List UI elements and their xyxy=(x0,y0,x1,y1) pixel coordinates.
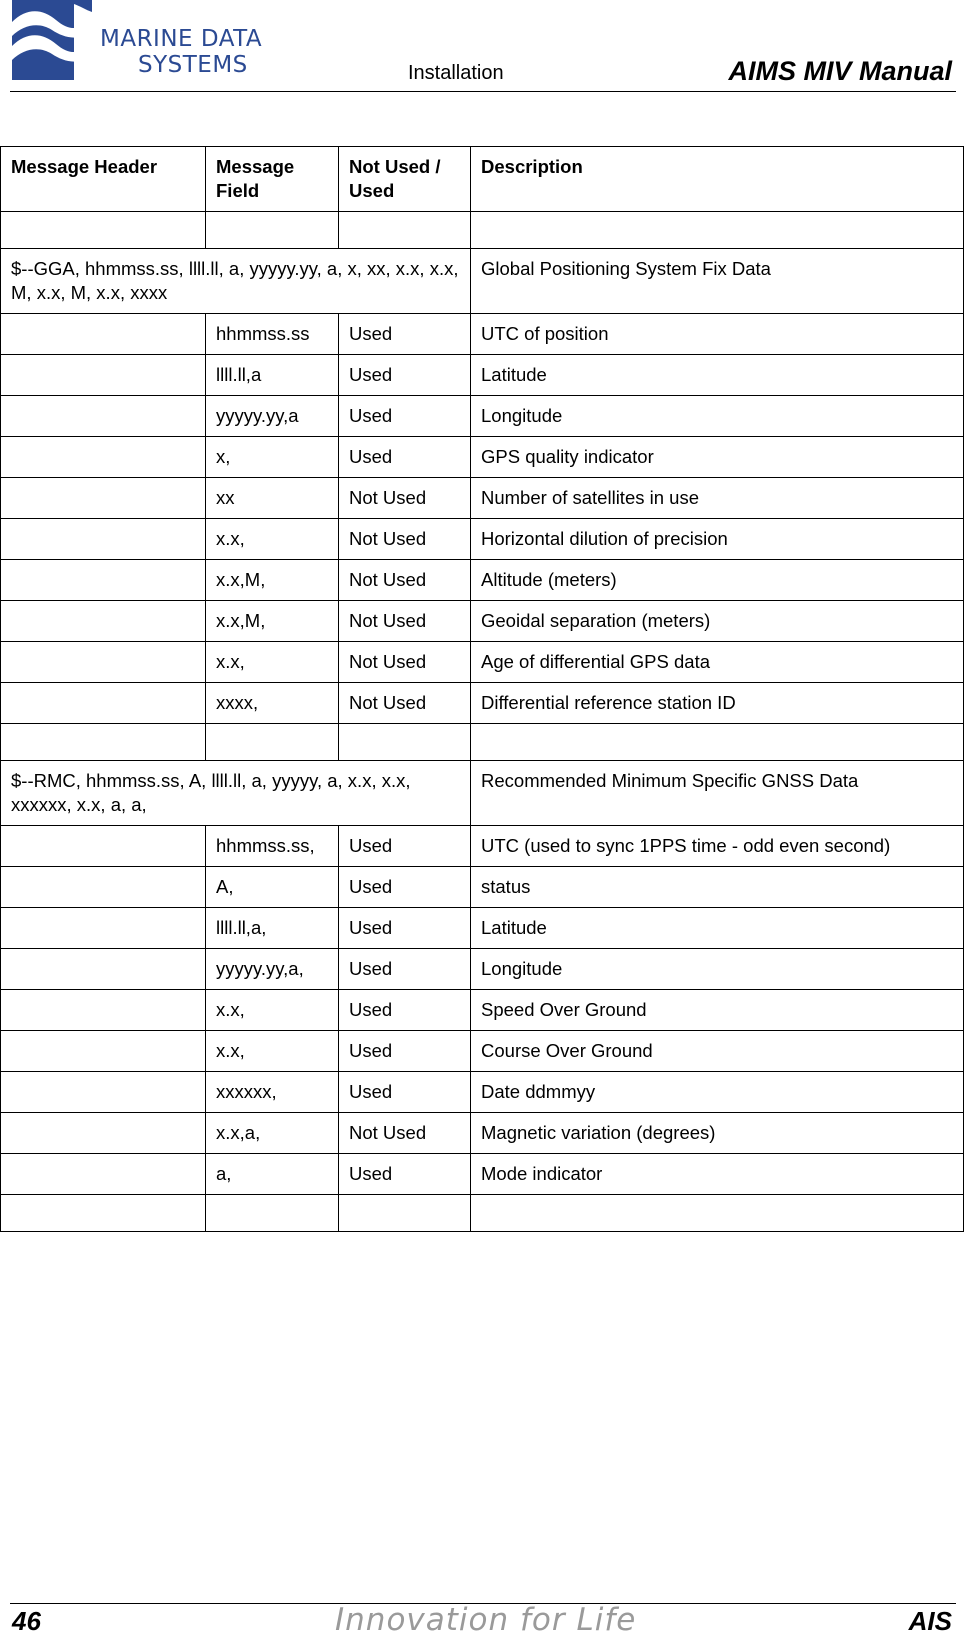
section-title: Installation xyxy=(408,62,504,84)
used-cell: Used xyxy=(339,990,471,1031)
chapter-label: AIS xyxy=(908,1606,952,1636)
description-cell: Geoidal separation (meters) xyxy=(471,601,964,642)
empty-cell xyxy=(1,724,206,761)
message-header-cell: $--RMC, hhmmss.ss, A, llll.ll, a, yyyyy, a, x.x, x.x, xxxxxx, x.x, a, a, xyxy=(1,761,471,826)
header-cell-blank xyxy=(1,519,206,560)
empty-cell xyxy=(1,1195,206,1232)
field-cell: x.x,a, xyxy=(206,1113,339,1154)
column-header: Not Used / Used xyxy=(339,147,471,212)
table-row xyxy=(1,683,964,724)
used-cell: Not Used xyxy=(339,642,471,683)
used-cell: Used xyxy=(339,437,471,478)
used-cell: Used xyxy=(339,949,471,990)
header-cell-blank xyxy=(1,949,206,990)
table-row xyxy=(1,1154,964,1195)
used-cell: Used xyxy=(339,355,471,396)
table-row xyxy=(1,1072,964,1113)
description-cell: Longitude xyxy=(471,396,964,437)
used-cell: Used xyxy=(339,314,471,355)
used-cell: Used xyxy=(339,396,471,437)
field-cell: xxxxxx, xyxy=(206,1072,339,1113)
message-description-cell: Global Positioning System Fix Data xyxy=(471,249,964,314)
logo-line-2: SYSTEMS xyxy=(138,52,248,78)
nmea-message-table xyxy=(0,146,964,1232)
description-cell: Latitude xyxy=(471,908,964,949)
description-cell: Mode indicator xyxy=(471,1154,964,1195)
empty-cell xyxy=(471,724,964,761)
empty-row xyxy=(1,724,964,761)
header-cell-blank xyxy=(1,1113,206,1154)
used-cell: Not Used xyxy=(339,478,471,519)
page-number: 46 xyxy=(12,1606,41,1636)
used-cell: Used xyxy=(339,1072,471,1113)
description-cell: Horizontal dilution of precision xyxy=(471,519,964,560)
logo-line-1: MARINE DATA xyxy=(100,26,263,52)
used-cell: Used xyxy=(339,908,471,949)
field-cell: x.x,M, xyxy=(206,601,339,642)
field-cell: yyyyy.yy,a, xyxy=(206,949,339,990)
column-header: Message Header xyxy=(1,147,206,212)
field-cell: xxxx, xyxy=(206,683,339,724)
header-cell-blank xyxy=(1,560,206,601)
table-row xyxy=(1,355,964,396)
used-cell: Used xyxy=(339,1031,471,1072)
table-row xyxy=(1,519,964,560)
table-row xyxy=(1,826,964,867)
table-row xyxy=(1,1113,964,1154)
message-group-row xyxy=(1,761,964,826)
message-description-cell: Recommended Minimum Specific GNSS Data xyxy=(471,761,964,826)
page-header xyxy=(0,0,964,92)
header-cell-blank xyxy=(1,314,206,355)
header-cell-blank xyxy=(1,355,206,396)
used-cell: Not Used xyxy=(339,1113,471,1154)
field-cell: a, xyxy=(206,1154,339,1195)
table-row xyxy=(1,396,964,437)
table-body xyxy=(1,212,964,1232)
empty-cell xyxy=(206,724,339,761)
description-cell: Speed Over Ground xyxy=(471,990,964,1031)
description-cell: status xyxy=(471,867,964,908)
empty-cell xyxy=(206,1195,339,1232)
description-cell: GPS quality indicator xyxy=(471,437,964,478)
header-cell-blank xyxy=(1,437,206,478)
table-row xyxy=(1,314,964,355)
description-cell: UTC (used to sync 1PPS time - odd even second) xyxy=(471,826,964,867)
header-cell-blank xyxy=(1,1154,206,1195)
table-row xyxy=(1,437,964,478)
empty-row xyxy=(1,212,964,249)
used-cell: Used xyxy=(339,867,471,908)
field-cell: xx xyxy=(206,478,339,519)
used-cell: Used xyxy=(339,1154,471,1195)
field-cell: hhmmss.ss xyxy=(206,314,339,355)
description-cell: Number of satellites in use xyxy=(471,478,964,519)
field-cell: x.x,M, xyxy=(206,560,339,601)
table-row xyxy=(1,1031,964,1072)
table-row xyxy=(1,990,964,1031)
column-header: Description xyxy=(471,147,964,212)
field-cell: llll.ll,a, xyxy=(206,908,339,949)
description-cell: Longitude xyxy=(471,949,964,990)
empty-cell xyxy=(339,212,471,249)
used-cell: Not Used xyxy=(339,683,471,724)
description-cell: UTC of position xyxy=(471,314,964,355)
used-cell: Not Used xyxy=(339,601,471,642)
empty-cell xyxy=(339,1195,471,1232)
header-cell-blank xyxy=(1,642,206,683)
table-row xyxy=(1,601,964,642)
used-cell: Used xyxy=(339,826,471,867)
manual-title: AIMS MIV Manual xyxy=(728,56,952,86)
description-cell: Altitude (meters) xyxy=(471,560,964,601)
used-cell: Not Used xyxy=(339,519,471,560)
message-group-row xyxy=(1,249,964,314)
field-cell: x.x, xyxy=(206,1031,339,1072)
empty-cell xyxy=(1,212,206,249)
description-cell: Latitude xyxy=(471,355,964,396)
description-cell: Age of differential GPS data xyxy=(471,642,964,683)
description-cell: Magnetic variation (degrees) xyxy=(471,1113,964,1154)
empty-cell xyxy=(471,1195,964,1232)
header-cell-blank xyxy=(1,683,206,724)
field-cell: hhmmss.ss, xyxy=(206,826,339,867)
table-row xyxy=(1,642,964,683)
header-cell-blank xyxy=(1,826,206,867)
description-cell: Differential reference station ID xyxy=(471,683,964,724)
field-cell: yyyyy.yy,a xyxy=(206,396,339,437)
field-cell: A, xyxy=(206,867,339,908)
field-cell: x.x, xyxy=(206,990,339,1031)
table-row xyxy=(1,560,964,601)
table-row xyxy=(1,867,964,908)
description-cell: Date ddmmyy xyxy=(471,1072,964,1113)
header-cell-blank xyxy=(1,601,206,642)
header-cell-blank xyxy=(1,908,206,949)
field-cell: llll.ll,a xyxy=(206,355,339,396)
empty-row xyxy=(1,1195,964,1232)
header-cell-blank xyxy=(1,478,206,519)
header-cell-blank xyxy=(1,867,206,908)
header-cell-blank xyxy=(1,1072,206,1113)
field-cell: x, xyxy=(206,437,339,478)
wave-logo-icon xyxy=(12,0,92,82)
message-header-cell: $--GGA, hhmmss.ss, llll.ll, a, yyyyy.yy, a, x, xx, x.x, x.x, M, x.x, M, x.x, xxxx xyxy=(1,249,471,314)
header-cell-blank xyxy=(1,396,206,437)
header-cell-blank xyxy=(1,990,206,1031)
description-cell: Course Over Ground xyxy=(471,1031,964,1072)
empty-cell xyxy=(471,212,964,249)
table-row xyxy=(1,908,964,949)
header-cell-blank xyxy=(1,1031,206,1072)
used-cell: Not Used xyxy=(339,560,471,601)
empty-cell xyxy=(206,212,339,249)
tagline: Innovation for Life xyxy=(335,1602,637,1638)
header-divider xyxy=(10,91,956,92)
marine-data-systems-logo xyxy=(12,0,292,86)
field-cell: x.x, xyxy=(206,519,339,560)
table-row xyxy=(1,949,964,990)
empty-cell xyxy=(339,724,471,761)
field-cell: x.x, xyxy=(206,642,339,683)
table-header-row xyxy=(1,147,964,212)
column-header: Message Field xyxy=(206,147,339,212)
table-row xyxy=(1,478,964,519)
logo-wordmark xyxy=(100,26,262,78)
